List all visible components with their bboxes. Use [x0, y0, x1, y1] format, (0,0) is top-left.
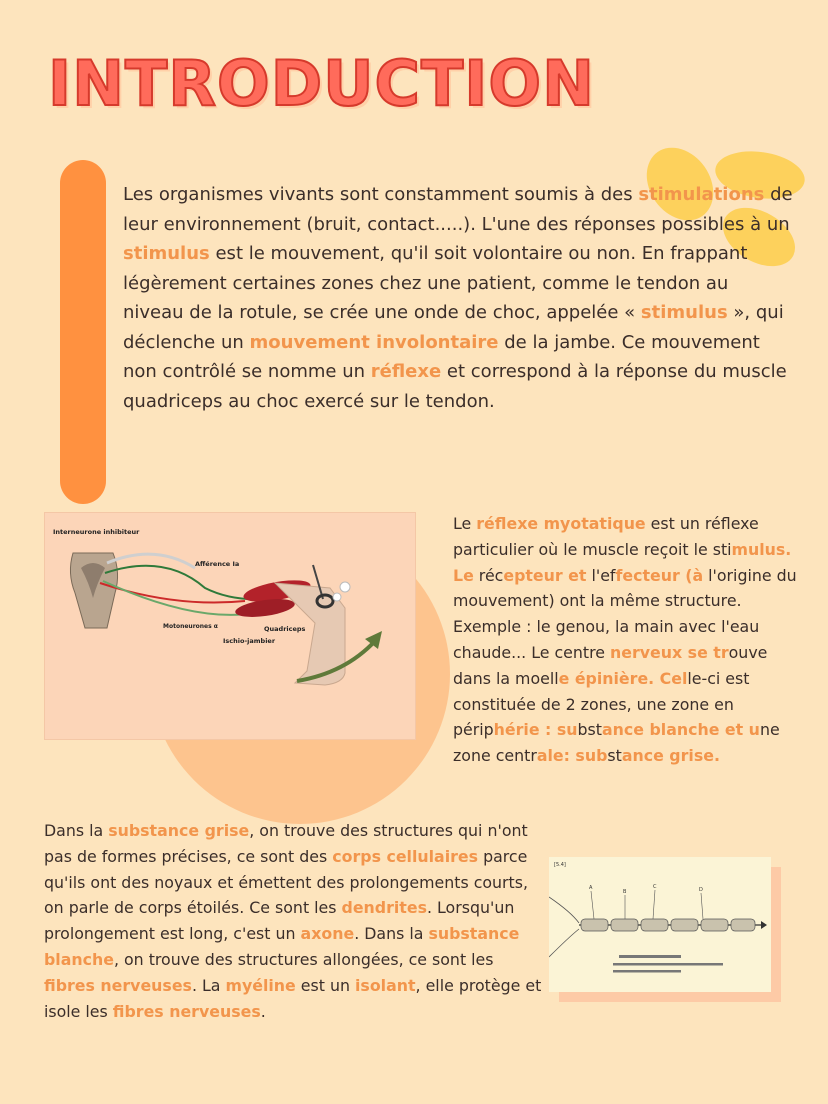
highlighted-term: fecteur (à [615, 565, 704, 585]
highlighted-term: réflexe myotatique [476, 514, 646, 533]
text-segment: ne zone centr [453, 720, 780, 766]
text-segment: Les organismes vivants sont constamment soumis à des [123, 184, 639, 205]
text-segment: », qui déclenche un [123, 302, 784, 353]
label-afference: Afférence Ia [195, 560, 240, 568]
highlighted-term: epteur et [503, 565, 587, 585]
reflex-paragraph [453, 511, 798, 769]
nerve-fibre-figure [549, 857, 771, 992]
highlighted-term: myéline [225, 975, 296, 995]
text-segment: . [260, 1001, 266, 1021]
text-segment: est un réflexe particulier où le muscle reçoit le sti [453, 514, 759, 559]
text-segment: réc [473, 565, 504, 585]
text-segment: l'origine du mouvement) ont la même structure. Exemple : le genou, la main avec l'eau chaude... Le centre [453, 565, 797, 662]
figure-tag: [5.4] [554, 862, 566, 868]
text-segment: . Lorsqu'un prolongement est long, c'est un [44, 898, 515, 944]
nerve-fibre-diagram [549, 857, 771, 992]
text-segment: de leur environnement (bruit, contact.....). L'une des réponses possibles à un [123, 184, 793, 235]
substance-paragraph [44, 818, 544, 1024]
highlighted-term: hérie : su [493, 720, 578, 740]
text-segment: st [607, 746, 622, 766]
highlighted-term: fibres nerveuses [112, 1001, 261, 1021]
highlighted-term: axone [300, 924, 355, 944]
text-segment: . La [191, 975, 226, 995]
highlighted-term: ance grise. [621, 746, 720, 766]
decorative-vertical-bar [60, 160, 106, 504]
reflex-arc-diagram [45, 513, 415, 739]
text-segment: de la jambe. Ce mouvement non contrôlé se nomme un [123, 331, 760, 382]
fig2-letter-b: B [623, 889, 627, 895]
text-segment: , on trouve des structures allongées, ce sont les [113, 949, 494, 969]
highlighted-term: substance blanche [44, 924, 520, 969]
label-ischio-jambier: Ischio-jambier [223, 637, 276, 645]
reflex-arc-figure [44, 512, 416, 740]
highlighted-term: corps cellulaires [332, 846, 479, 866]
highlighted-term: réflexe [370, 361, 442, 382]
label-interneurone: Interneurone inhibiteur [53, 528, 140, 536]
text-segment: Dans la [44, 821, 109, 840]
text-segment: le-ci est constituée de 2 zones, une zone en périp [453, 668, 750, 740]
label-quadriceps: Quadriceps [264, 625, 306, 633]
highlighted-term: ance blanche et u [601, 720, 760, 740]
highlighted-term: stimulus [640, 302, 728, 323]
text-segment: est le mouvement, qu'il soit volontaire ou non. En frappant légèrement certaines zones chez une patient, comme le tendon au niveau de la rotule, se crée une onde de choc, appelée « [123, 243, 748, 323]
fig2-letter-c: C [653, 884, 657, 890]
text-segment: est un [295, 975, 355, 995]
page-title: INTRODUCTION [48, 47, 595, 120]
label-motoneurones: Motoneurones α [163, 623, 218, 630]
highlighted-term: isolant [355, 975, 416, 995]
highlighted-term: mulus. Le [453, 539, 792, 585]
highlighted-term: fibres nerveuses [44, 975, 192, 995]
text-segment: ouve dans la moell [453, 642, 768, 688]
text-segment: bst [577, 720, 602, 740]
text-segment: et correspond à la réponse du muscle quadriceps au choc exercé sur le tendon. [123, 361, 787, 412]
text-segment: , elle protège et isole les [44, 975, 542, 1021]
highlighted-term: e épinière. Cel [558, 668, 688, 688]
text-segment: . Dans la [354, 924, 429, 944]
highlighted-term: dendrites [341, 898, 427, 918]
intro-paragraph [123, 180, 793, 416]
text-segment: parce qu'ils ont des noyaux et émettent des prolongements courts, on parle de corps étoilés. Ce sont les [44, 846, 528, 918]
highlighted-term: stimulations [638, 184, 765, 205]
highlighted-term: mouvement involontaire [249, 331, 499, 353]
fig2-letter-a: A [589, 885, 593, 891]
fig2-letter-d: D [699, 887, 703, 893]
text-segment: , on trouve des structures qui n'ont pas de formes précises, ce sont des [44, 821, 528, 866]
text-segment: l'ef [586, 565, 616, 585]
highlighted-term: substance grise [108, 821, 250, 840]
highlighted-term: nerveux se tr [609, 642, 729, 662]
highlighted-term: ale: sub [536, 746, 608, 766]
highlighted-term: stimulus [123, 243, 210, 264]
text-segment: Le [453, 514, 477, 533]
